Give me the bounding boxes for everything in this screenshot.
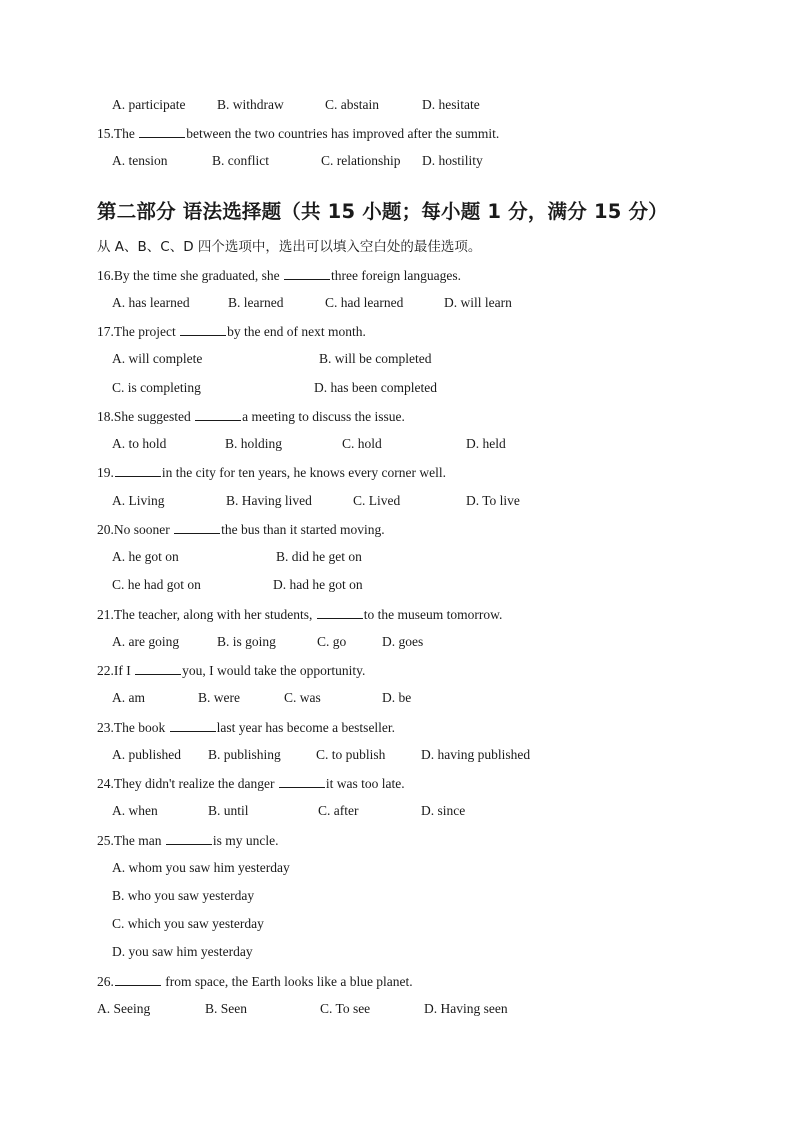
answer-blank [195,407,241,421]
q19-option-d: D. To live [466,493,520,508]
q20-option-a: A. he got on [112,549,179,564]
answer-blank [139,124,185,138]
q25-option-a: A. whom you saw him yesterday [112,860,290,875]
q18-option-b: B. holding [225,436,283,451]
q21-option-c: C. go [317,634,347,649]
answer-blank [180,322,226,336]
question-22-stem: 22.If I you, I would take the opportunity. [97,663,366,678]
q16-option-c: C. had learned [325,295,404,310]
q14-option-d: D. hesitate [422,97,480,112]
answer-blank [284,266,330,280]
question-24-stem: 24.They didn't realize the danger it was too late. [97,776,405,791]
q16-option-a: A. has learned [112,295,190,310]
answer-blank [174,520,220,534]
q15-option-d: D. hostility [422,153,483,168]
q15-option-b: B. conflict [212,153,269,168]
answer-blank [115,972,161,986]
q25-option-d: D. you saw him yesterday [112,944,253,959]
q19-option-c: C. Lived [353,493,401,508]
question-18-stem: 18.She suggested a meeting to discuss the issue. [97,409,405,424]
q22-option-c: C. was [284,690,321,705]
q25-option-c: C. which you saw yesterday [112,916,264,931]
q14-option-a: A. participate [112,97,186,112]
q20-option-b: B. did he get on [276,549,362,564]
q20-option-d: D. had he got on [273,577,363,592]
answer-blank [317,605,363,619]
q20-option-c: C. he had got on [112,577,201,592]
answer-blank [135,661,181,675]
q21-option-d: D. goes [382,634,424,649]
question-20-stem: 20.No sooner the bus than it started moving. [97,522,385,537]
section-heading: 第二部分 语法选择题（共 15 小题；每小题 1 分，满分 15 分） [97,200,668,223]
q19-option-a: A. Living [112,493,165,508]
q17-option-c: C. is completing [112,380,201,395]
q23-option-a: A. published [112,747,181,762]
q24-option-d: D. since [421,803,466,818]
q17-option-d: D. has been completed [314,380,437,395]
q23-option-b: B. publishing [208,747,281,762]
q14-option-b: B. withdraw [217,97,284,112]
q16-option-b: B. learned [228,295,284,310]
answer-blank [115,463,161,477]
q26-option-c: C. To see [320,1001,371,1016]
q22-option-d: D. be [382,690,412,705]
q18-option-a: A. to hold [112,436,167,451]
q21-option-b: B. is going [217,634,276,649]
question-25-stem: 25.The man is my uncle. [97,833,279,848]
q17-option-b: B. will be completed [319,351,432,366]
q26-option-a: A. Seeing [97,1001,151,1016]
q24-option-c: C. after [318,803,359,818]
q16-option-d: D. will learn [444,295,512,310]
q22-option-b: B. were [198,690,240,705]
q23-option-d: D. having published [421,747,531,762]
question-21-stem: 21.The teacher, along with her students, to the museum tomorrow. [97,607,503,622]
q15-option-a: A. tension [112,153,168,168]
q17-option-a: A. will complete [112,351,203,366]
question-26-stem: 26. from space, the Earth looks like a blue planet. [97,974,413,989]
q26-option-b: B. Seen [205,1001,247,1016]
answer-blank [279,774,325,788]
q24-option-a: A. when [112,803,158,818]
q22-option-a: A. am [112,690,145,705]
question-23-stem: 23.The book last year has become a bestseller. [97,720,396,735]
q14-option-c: C. abstain [325,97,379,112]
answer-blank [170,718,216,732]
section-instruction: 从 A、B、C、D 四个选项中，选出可以填入空白处的最佳选项。 [97,239,482,255]
question-16-stem: 16.By the time she graduated, she three foreign languages. [97,268,462,283]
q23-option-c: C. to publish [316,747,386,762]
q21-option-a: A. are going [112,634,180,649]
question-17-stem: 17.The project by the end of next month. [97,324,366,339]
q15-option-c: C. relationship [321,153,401,168]
q26-option-d: D. Having seen [424,1001,508,1016]
question-19-stem: 19. in the city for ten years, he knows every corner well. [97,465,447,480]
q18-option-d: D. held [466,436,506,451]
q24-option-b: B. until [208,803,249,818]
q19-option-b: B. Having lived [226,493,312,508]
answer-blank [166,831,212,845]
question-15-stem: 15.The between the two countries has improved after the summit. [97,126,500,141]
q18-option-c: C. hold [342,436,382,451]
q25-option-b: B. who you saw yesterday [112,888,255,903]
